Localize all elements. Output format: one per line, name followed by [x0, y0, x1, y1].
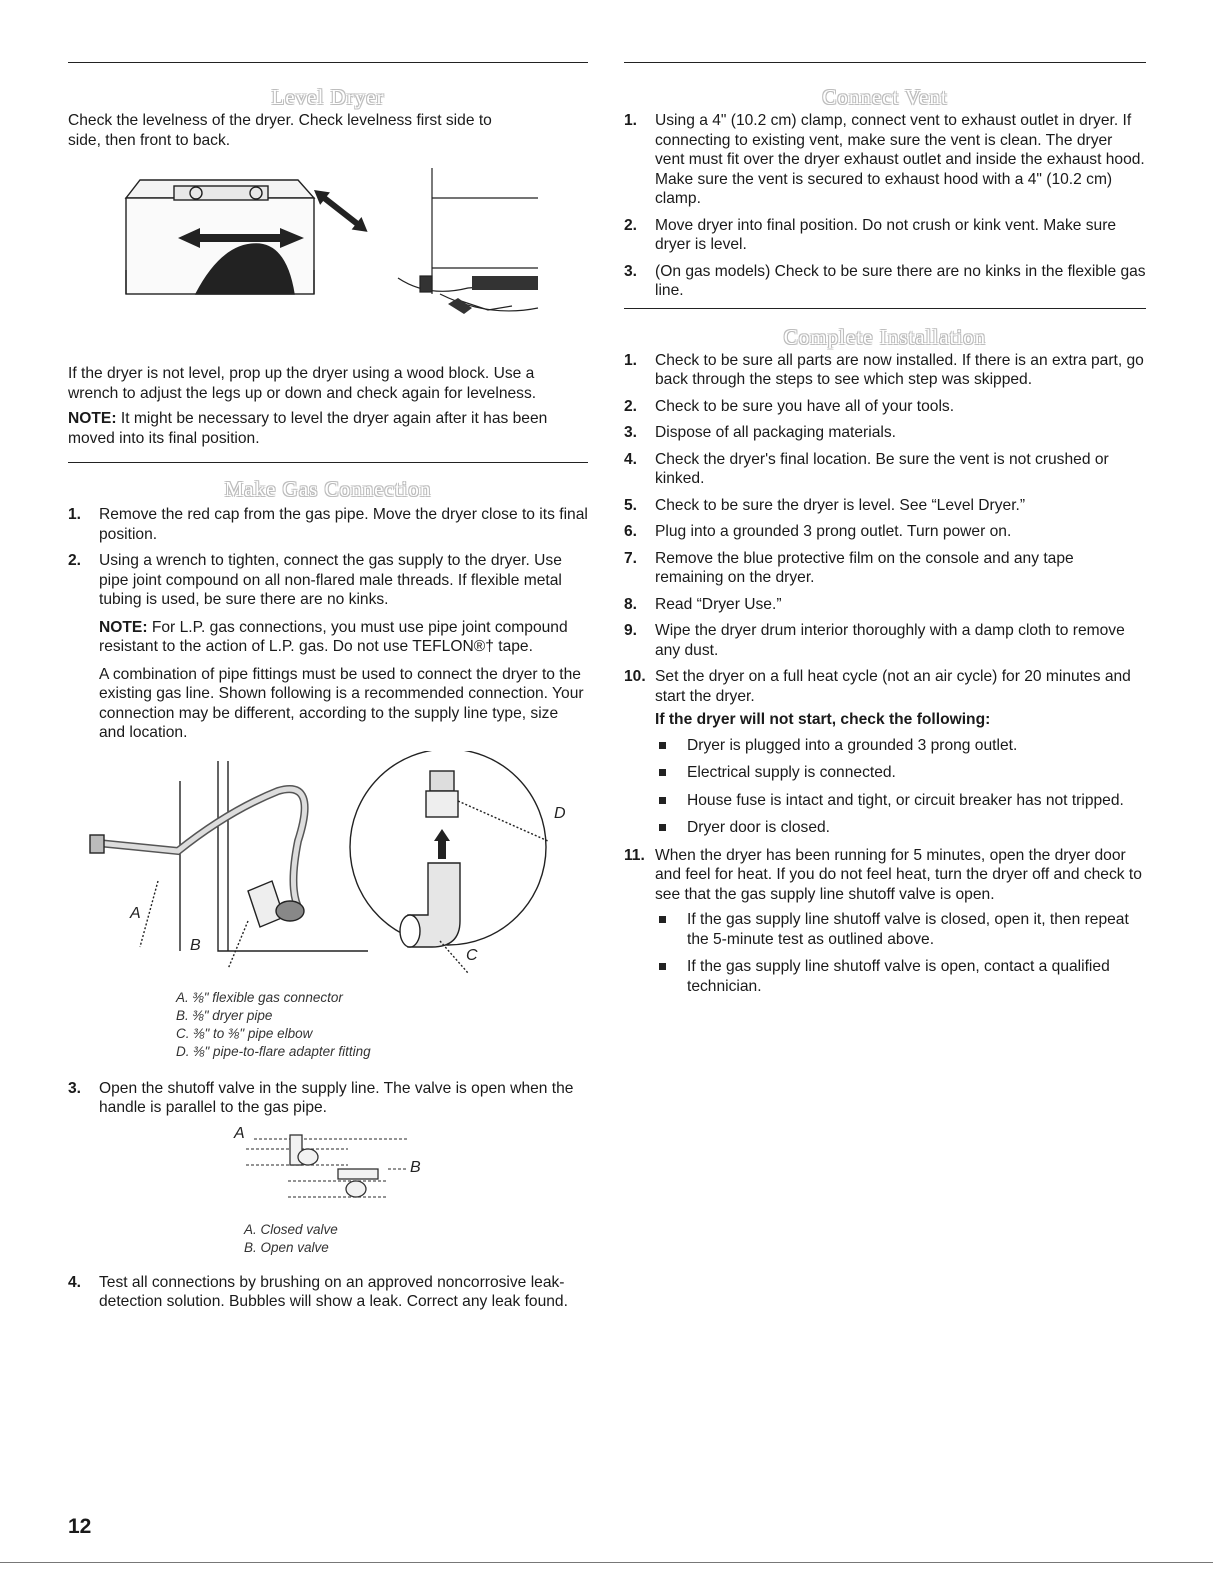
- bullet-text: If the gas supply line shutoff valve is open, contact a qualified technician.: [687, 958, 1110, 995]
- vent-steps: [624, 111, 1146, 301]
- right-column: [624, 62, 1146, 1004]
- bullet-icon: [659, 916, 666, 923]
- gas-step-2: [68, 551, 588, 743]
- level-dryer-illustration: [68, 158, 588, 358]
- complete-step-8: [624, 595, 1146, 615]
- step-11-bullets: [655, 910, 1146, 996]
- gas-step-1: [68, 505, 588, 544]
- bullet-icon: [659, 742, 666, 749]
- rule-gas: [68, 462, 588, 463]
- complete-step-7: [624, 549, 1146, 588]
- section-title-level-dryer: Level Dryer: [271, 85, 385, 109]
- step-number: 11.: [624, 846, 645, 864]
- step-text: Check the dryer's final location. Be sure the vent is not crushed or kinked.: [655, 450, 1109, 487]
- fig-label-d: D: [554, 804, 566, 822]
- gas-step-2-extra: A combination of pipe fittings must be used to connect the dryer to the existing gas line. Shown following is a recommended connection. Your connection may be different, according to the supply line type, size and location.: [99, 665, 584, 741]
- complete-step-6: [624, 522, 1146, 542]
- step-10-bullets: [655, 736, 1146, 838]
- vent-step-1: [624, 111, 1146, 209]
- gas-steps-final: [68, 1273, 588, 1312]
- step-text: Wipe the dryer drum interior thoroughly with a damp cloth to remove any dust.: [655, 622, 1125, 659]
- step-text: Plug into a grounded 3 prong outlet. Turn power on.: [655, 523, 1012, 540]
- step-text: When the dryer has been running for 5 minutes, open the dryer door and feel for heat. If you do not feel heat, turn the dryer off and check to see that the gas supply line shutoff valve is open.: [655, 846, 1142, 903]
- top-rule-left: [68, 62, 588, 63]
- step-number: 1.: [624, 351, 638, 369]
- complete-step-10: [624, 667, 1146, 838]
- complete-step-4: [624, 450, 1146, 489]
- vent-step-3: [624, 262, 1146, 301]
- note-label: NOTE:: [99, 618, 148, 636]
- step-text: Dispose of all packaging materials.: [655, 424, 896, 441]
- step-10-heading: [655, 710, 1146, 730]
- valve-caption-a: A. Closed valve: [244, 1221, 338, 1237]
- step-number: 2.: [624, 397, 638, 415]
- complete-step-5: [624, 496, 1146, 516]
- level-dryer-intro: Check the levelness of the dryer. Check levelness first side to side, then front to back.: [68, 112, 492, 149]
- complete-steps: [624, 351, 1146, 997]
- bullet-text: If the gas supply line shutoff valve is closed, open it, then repeat the 5-minute test as outlined above.: [687, 911, 1129, 948]
- step-text: Move dryer into final position. Do not crush or kink vent. Make sure dryer is level.: [655, 216, 1117, 253]
- step-number: 3.: [624, 262, 638, 280]
- fig-label-c: C: [466, 946, 478, 964]
- step-text: Test all connections by brushing on an approved noncorrosive leak-detection solution. Bubbles will show a leak. Correct any leak found.: [99, 1273, 568, 1310]
- step-text: Set the dryer on a full heat cycle (not an air cycle) for 20 minutes and start the dryer.: [655, 668, 1131, 705]
- gas-connection-drawing: [68, 751, 588, 991]
- bullet-icon: [659, 797, 666, 804]
- caption-c: C. ⅜" to ⅜" pipe elbow: [176, 1025, 313, 1041]
- level-dryer-para: If the dryer is not level, prop up the dryer using a wood block. Use a wrench to adjust the legs up or down and check again for levelness.: [68, 365, 537, 402]
- bullet-text: Electrical supply is connected.: [687, 764, 896, 781]
- section-title-gas: Make Gas Connection: [224, 477, 432, 501]
- bullet-item: [655, 763, 1146, 783]
- valve-label-a: A: [234, 1124, 245, 1142]
- step-number: 7.: [624, 549, 638, 567]
- note-label: NOTE:: [68, 410, 117, 427]
- left-column: [68, 62, 588, 1319]
- step-number: 6.: [624, 523, 638, 540]
- bullet-icon: [659, 963, 666, 970]
- caption-a: A. ⅜" flexible gas connector: [176, 989, 343, 1005]
- page-number: 12: [68, 1515, 92, 1538]
- step-number: 3.: [624, 424, 638, 441]
- step-number: 2.: [68, 552, 82, 569]
- complete-step-2: [624, 397, 1146, 417]
- caption-d: D. ⅜" pipe-to-flare adapter fitting: [176, 1043, 371, 1059]
- gas-steps-continued: [68, 1079, 588, 1118]
- step-number: 3.: [68, 1079, 82, 1097]
- caption-b: B. ⅜" dryer pipe: [176, 1007, 273, 1023]
- bullet-text: House fuse is intact and tight, or circuit breaker has not tripped.: [687, 791, 1124, 809]
- step-text: Using a 4" (10.2 cm) clamp, connect vent to exhaust outlet in dryer. If connecting to existing vent, make sure the vent is clean. The dryer vent must fit over the dryer exhaust outlet and inside the exhaust hood. Make sure the vent is secured to exhaust hood with a 4" (10.2 cm) clamp.: [655, 112, 1145, 207]
- step-text: Remove the red cap from the gas pipe. Move the dryer close to its final position.: [99, 506, 588, 543]
- step-number: 1.: [624, 112, 638, 129]
- section-title-connect-vent: Connect Vent: [822, 85, 948, 109]
- section-title-complete-installation: Complete Installation: [783, 324, 987, 349]
- step-number: 10.: [624, 668, 646, 685]
- bullet-text: Dryer door is closed.: [687, 819, 830, 836]
- gas-step-2-note: [99, 618, 588, 657]
- level-dryer-note: [68, 409, 588, 448]
- step-text: Open the shutoff valve in the supply line. The valve is open when the handle is parallel to the gas pipe.: [99, 1079, 574, 1116]
- step-text: Read “Dryer Use.”: [655, 595, 782, 613]
- fig-label-a: A: [130, 904, 141, 922]
- vent-step-2: [624, 216, 1146, 255]
- step-number: 9.: [624, 622, 638, 639]
- valve-captions: [68, 1221, 588, 1257]
- valve-caption-b: B. Open valve: [244, 1239, 329, 1255]
- gas-connection-figure: [68, 751, 588, 991]
- step-text: Using a wrench to tighten, connect the gas supply to the dryer. Use pipe joint compound on all non-flared male threads. If flexible metal tubing is used, be sure there are no kinks.: [99, 552, 562, 608]
- bullet-item: [655, 910, 1146, 949]
- step-text: Check to be sure you have all of your tools.: [655, 397, 955, 415]
- top-rule-right: [624, 62, 1146, 63]
- bullet-icon: [659, 824, 666, 831]
- complete-step-3: [624, 423, 1146, 443]
- rule-complete: [624, 308, 1146, 309]
- gas-steps: [68, 505, 588, 743]
- bullet-text: Dryer is plugged into a grounded 3 prong outlet.: [687, 736, 1018, 754]
- step-number: 5.: [624, 496, 638, 514]
- gas-step-3: [68, 1079, 588, 1118]
- step-number: 8.: [624, 595, 638, 613]
- bullet-item: [655, 818, 1146, 838]
- complete-step-9: [624, 621, 1146, 660]
- step-text: (On gas models) Check to be sure there are no kinks in the flexible gas line.: [655, 262, 1146, 299]
- step-text: Check to be sure the dryer is level. See “Level Dryer.”: [655, 496, 1026, 514]
- step-number: 1.: [68, 506, 82, 523]
- level-dryer-drawing: [68, 158, 588, 358]
- step-10-heading-text: If the dryer will not start, check the following:: [655, 711, 991, 728]
- fig-label-b: B: [190, 936, 201, 954]
- step-text: Remove the blue protective film on the console and any tape remaining on the dryer.: [655, 549, 1074, 586]
- valve-figure: [68, 1125, 588, 1221]
- bullet-icon: [659, 769, 666, 776]
- complete-step-1: [624, 351, 1146, 390]
- valve-label-b: B: [410, 1158, 421, 1176]
- complete-step-11: [624, 846, 1146, 997]
- gas-figure-captions: [68, 989, 588, 1061]
- bullet-item: [655, 736, 1146, 756]
- bullet-item: [655, 791, 1146, 811]
- step-text: Check to be sure all parts are now installed. If there is an extra part, go back through the steps to see which step was skipped.: [655, 351, 1144, 388]
- step-number: 2.: [624, 216, 638, 234]
- note-text: For L.P. gas connections, you must use pipe joint compound resistant to the action of L.P. gas. Do not use TEFLON®† tape.: [99, 618, 568, 655]
- page-bottom-line: [0, 1562, 1213, 1563]
- gas-step-4: [68, 1273, 588, 1312]
- step-number: 4.: [68, 1273, 82, 1291]
- valve-drawing: [68, 1125, 588, 1221]
- step-number: 4.: [624, 450, 638, 468]
- bullet-item: [655, 957, 1146, 996]
- note-text: It might be necessary to level the dryer again after it has been moved into its final position.: [68, 410, 548, 447]
